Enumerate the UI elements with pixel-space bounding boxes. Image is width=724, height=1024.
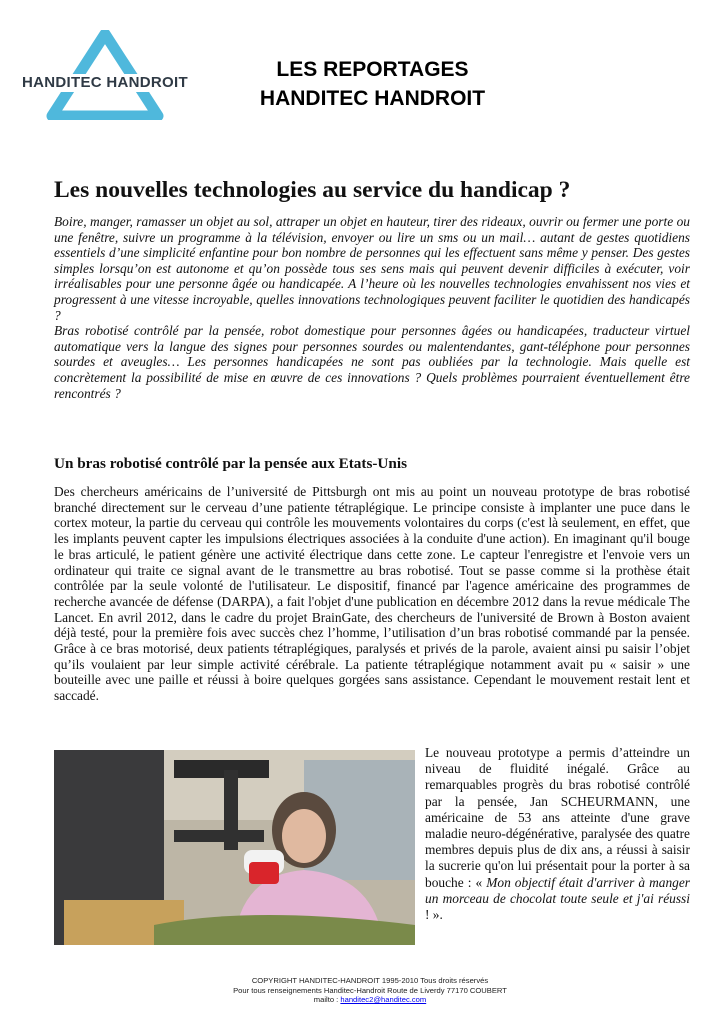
intro-paragraph-1: Boire, manger, ramasser un objet au sol, attraper un objet en hauteur, tirer des rideaux, ouvrir ou fermer une porte ou une fenêtre, suivre un programme à la télévision, envoyer ou lire un sms ou un mail… autant de gestes quotidiens essentiels d’une simplicité enfantine pour bon nombre de personnes qui les effectuent sans même y penser. Des gestes simples lorsqu’on est autonome et qu’on possède tous ses sens mais qui peuvent devenir difficiles à exécuter, voir irréalisables pour une personne âgée ou handicapée. A l’heure où les nouvelles technologies envahissent nos vies et progressent à une vitesse incroyable, quelles innovations technologiques peuvent faciliter le quotidien des handicapés ? bbox=[54, 214, 690, 323]
article-body: Des chercheurs américains de l’université de Pittsburgh ont mis au point un nouveau prototype de bras robotisé branché directement sur le cerveau d’une patiente tétraplégique. Le principe consiste à implanter une puce dans le cortex moteur, la partie du cerveau qui contrôle les mouvements volontaires du corps (c'est là seulement, en effet, que les implants peuvent capter les impulsions électriques associées à la conduite d'une action). En imaginant qu'il bouge le bras articulé, le patient génère une activité électrique dans cette zone. Le capteur l'enregistre et l'envoie vers un ordinateur qui traite ce signal avant de le transmettre au bras robotisé. Tout se passe comme si la prothèse était contrôlée par la seule volonté de l'utilisateur. Le dispositif, financé par l'agence américaine des programmes de recherche avancée de défense (DARPA), a fait l'objet d'une publication en décembre 2012 dans la revue médicale The Lancet. En avril 2012, dans le cadre du projet BrainGate, des chercheurs de l'université de Brown à Boston avaient déjà testé, pour la première fois avec succès chez l’homme, l’utilisation d’un bras robotisé commandé par la pensée. Grâce à ce bras motorisé, deux patients tétraplégiques, paralysés et privés de la parole, avaient ainsi pu saisir l’objet qu’ils voulaient par leur simple activité cérébrale. La patiente tétraplégique notamment avait pu « saisir » une bouteille avec une paille et réussi à boire quelques gorgées sans assistance. Cependant le mouvement restait lent et saccadé. bbox=[54, 484, 690, 704]
footer-email-link[interactable]: handitec2@handitec.com bbox=[340, 995, 427, 1005]
page-footer bbox=[170, 976, 570, 1005]
side-text-end: ! ». bbox=[425, 907, 443, 923]
article-intro bbox=[54, 214, 690, 401]
section-title: Un bras robotisé contrôlé par la pensée aux Etats-Unis bbox=[54, 455, 407, 472]
footer-mailto-label: mailto : bbox=[313, 995, 339, 1005]
footer-copyright: COPYRIGHT HANDITEC-HANDROIT 1995-2010 Tous droits réservés bbox=[251, 976, 489, 985]
footer-address: Pour tous renseignements Handitec-Handroit Route de Liverdy 77170 COUBERT bbox=[233, 985, 507, 995]
side-paragraph bbox=[425, 745, 690, 923]
report-header bbox=[200, 55, 545, 113]
photo-illustration-icon bbox=[54, 750, 415, 945]
header-line-2: HANDITEC HANDROIT bbox=[259, 87, 486, 110]
header-line-1: LES REPORTAGES bbox=[276, 58, 469, 81]
robotic-arm-photo bbox=[54, 750, 415, 945]
intro-paragraph-2: Bras robotisé contrôlé par la pensée, robot domestique pour personnes âgées ou handicapées, traducteur virtuel automatique vers la langue des signes pour personnes sourdes ou malentendantes, gant-téléphone pour personnes sourdes et aveugles… Les personnes handicapées ne sont pas oubliées par la technologie. Mais quelle est concrètement la possibilité de mise en œuvre de ces innovations ? Quels problèmes pourraient éventuellement être rencontrés ? bbox=[54, 323, 690, 401]
side-text-main: Le nouveau prototype a permis d’atteindre un niveau de fluidité inégalé. Grâce au remarquables progrès du bras robotisé contrôlé par la pensée, Jan SCHEURMANN, une américaine de 53 ans atteinte d'une grave maladie neuro-dégénérative, paralysée des quatre membres depuis plus de dix ans, a réussi à saisir la sucrerie qu'on lui présentait pour la porter à sa bouche : « bbox=[425, 745, 690, 890]
side-text-quote: Mon objectif était d'arriver à manger un morceau de chocolat toute seule et j'ai réussi bbox=[425, 874, 691, 906]
logo-text: HANDITEC HANDROIT bbox=[20, 74, 190, 92]
article-title: Les nouvelles technologies au service du handicap ? bbox=[54, 177, 571, 203]
footer-contact bbox=[170, 995, 570, 1005]
handitec-logo bbox=[20, 30, 190, 120]
